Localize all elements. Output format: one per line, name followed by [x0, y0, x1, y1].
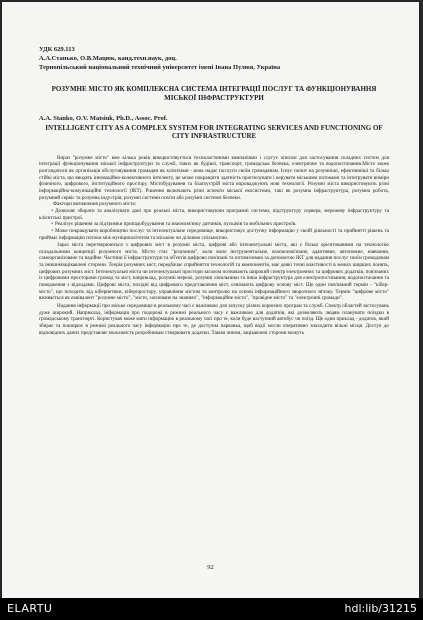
bullet-icon: •: [51, 221, 53, 228]
paragraph-digital-cities: Зараз міста перетворюються з цифрових міст в розумні міста, цифрові або інтелектуальні міста, які є більш орієнтованими на технологію складальними концепції розумного міста. Місто стає "розумним", коли воно інструментальне, взаємопов'язане, адаптивне, автономне, навчання, самоорганізоване та надійне. Частини її інфраструктури та об'єктів цифрово пов'язані та оптимізовані за допомогою ІКТ для надання послуг своїм громадянам та інишимзацікавлені сторони. Теорія розумних міст, передбачає сприйняття технологій та компонентів, має деякі точні властивості в межах ширших понять, цифрових розумних міст. Інтелектуальні міста чи інтелектуальні простори загалом позначають широкий спектр електронних та цифрових додатків, пов'язаних із цифровими просторами громад та міст, наприклад, розумні мережі, розумні лічильники та інша інфраструктура для електропостачання, водопостачання та поводження з відходами. Цифрові міста, похідні від цифрового представлення міст, означають цифрову основу міст. Ще один пов'язаний термін - "кібер-місто", що походить від кібернетики, кіберпростору, управління містом та контролю на основі інформаційного зворотного зв'язку. Термін "цифрове місто" вживається як еквівалент "розумне місто", "місто, засноване на знаннях", "інформаційне місто", "провідне місто" та "електронні громади".: [39, 242, 389, 302]
bullet-text: Дозволяє збирати та аналізувати дані про реальні міста, використовуючи програмні системи, підструктуру сервера, мережеву інфраструктуру та клієнтські пристрої.: [39, 207, 389, 221]
handle-id: hdl:lib/31215: [344, 602, 417, 615]
affiliation: Тернопільський національний технічний університет імені Івана Пулюя, Україна: [39, 64, 281, 72]
bullet-text: Може покращувати виробництво послуг та інтелектуальне середовище, використовує доступну інформацію у своїй діяльності та прийнятті рішень та приймає інформацію потоки між муніципалітетом та міською чи діловою спільнотою.: [39, 227, 389, 241]
bullet-icon: •: [51, 207, 53, 214]
authors-uk: А.А.Станько, О.В.Мацюк, канд.техн.наук, доц.: [39, 55, 177, 63]
footer-bar: [0, 598, 423, 620]
page-number: 92: [207, 564, 214, 571]
title-en: INTELLIGENT CITY AS A COMPLEX SYSTEM FOR INTEGRATING SERVICES AND FUNCTIONING OF CITY INFRASTRUCTURE: [45, 123, 383, 141]
bullet-item: [39, 221, 389, 228]
udk-code: УДК 629.113: [39, 46, 75, 53]
authors-en: A.A. Stanko, O.V. Matsiuk, Ph.D., Assoc. Prof.: [39, 115, 168, 123]
title-uk: РОЗУМНЕ МІСТО ЯК КОМПЛЕКСНА СИСТЕМА ІНТЕГРАЦІЇ ПОСЛУГ ТА ФУНКЦІОНУВАННЯ МІСЬКОЇ ІНФРАСТРУКТУРИ: [51, 84, 377, 103]
article-body: [39, 155, 389, 337]
paragraph-realtime-info: Надання інформації про міське середовище в реальному часі є важливою для запуску різних корисних програм та служб. Спектр областей застосувань дуже широкий. Наприклад, інформація про подорожі в режимі реального часу є важливою для додатків, які дозволяють людям планувати поїздки в громадському транспорті. Користувач може мати інформацію в реальному часі про те, коли буде наступний автобус чи поїзд. Ще один приклад - додаток, який збирає та поширює в режимі реального часу інформацію про те, де доступна парковка, щоб водії могли оперативно знаходити вільні місця. Доступ до відповідних даних представляє можливість розробникам створювати додатки. Таким чином, зацікавлені сторони можуть: [39, 303, 389, 336]
page-content: [39, 45, 389, 336]
bullet-item: [39, 228, 389, 241]
document-page: [2, 2, 419, 598]
bullet-icon: •: [51, 227, 53, 234]
paragraph-factors-heading: Фактори визначення розумного міста:: [53, 201, 137, 208]
bullet-item: [39, 208, 389, 221]
repository-name: ELARTU: [7, 602, 53, 615]
paragraph-intro: Вираз "розумне місто" вже кілька років використовується технологічними компаніями і слугує описом для застосування складних систем для інтеграції функціонування міської інфраструктури та служб, таких як будівлі, транспорт, громадська безпека, електричне та водопостачання.Місто може розглядатися як організація обслуговування громадян як клієнтами - вона надає послуги своїм громадянам. Існує попит на розумніші, ефективніші та більш стійкі міста, що вводять інноваційно-колективного інтелекту, це може покращити здатність прогнозувати і керувати міськими потоками та інтегрувати виміри фізичного, цифрового, інституційного простору. Містобудування та благоустрій міста впроваджують нові технології. Розумні міста використовують різні інформаційно-комунікаційні технології (ІКТ). Рішення включають різні аспекти міської екосистеми, такі як розумна інфраструктура, розумна робота, розумний сервіс та розумна індустрія, розумні системи освіти або розумні системи безпеки.: [39, 154, 389, 201]
bullet-text: Реалізує рішення за підтримки припадобудування та взаємозв'язку датчиків, пускачів та мобільних пристроїв.: [55, 221, 297, 228]
